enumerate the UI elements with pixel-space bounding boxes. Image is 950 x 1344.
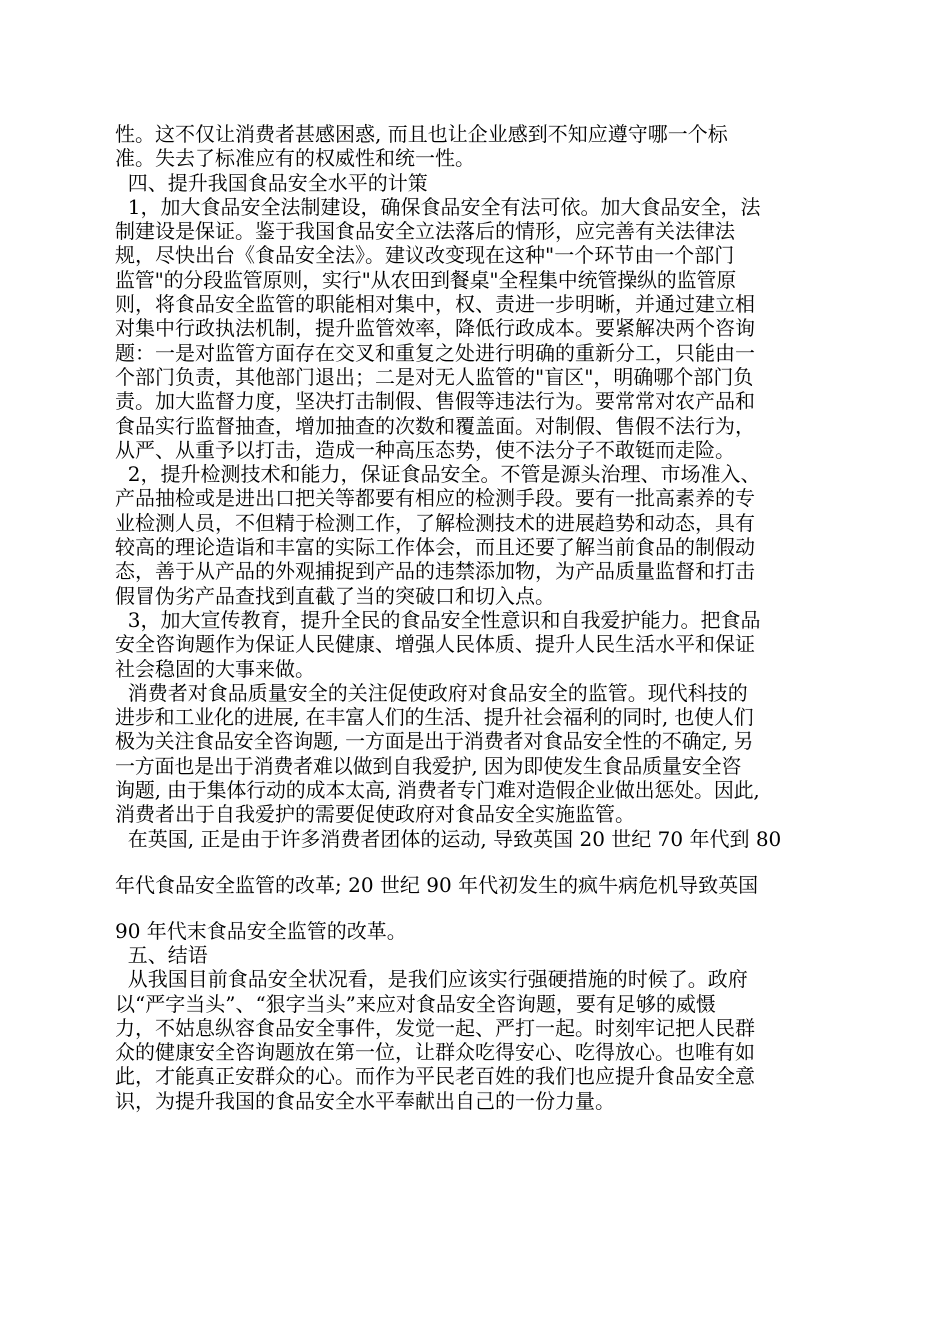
text-line: 较高的理论造诣和丰富的实际工作体会，而且还要了解当前食品的制假动 [115, 535, 755, 560]
text-line: 个部门负责，其他部门退出；二是对无人监管的"盲区"，明确哪个部门负 [115, 364, 754, 389]
text-line: 消费者对食品质量安全的关注促使政府对食品安全的监管。现代科技的 [115, 680, 748, 705]
text-line: 食品实行监督抽查，增加抽查的次数和覆盖面。对制假、售假不法行为， [115, 413, 755, 438]
text-line: 业检测人员，不但精于检测工作，了解检测技术的进展趋势和动态，具有 [115, 510, 755, 535]
text-line: 责。加大监督力度，坚决打击制假、售假等违法行为。要常常对农产品和 [115, 389, 755, 414]
text-line: 监管"的分段监管原则，实行"从农田到餐桌"全程集中统管操纵的监管原 [115, 267, 736, 292]
text-line: 制建设是保证。鉴于我国食品安全立法落后的情形，应完善有关法律法 [115, 219, 735, 244]
text-line: 性。这不仅让消费者甚感困惑, 而且也让企业感到不知应遵守哪一个标 [115, 122, 728, 146]
section-heading: 四、提升我国食品安全水平的计策 [115, 170, 428, 195]
text-line: 态，善于从产品的外观捕捉到产品的违禁添加物，为产品质量监督和打击 [115, 559, 755, 584]
text-line: 1，加大食品安全法制建设，确保食品安全有法可依。加大食品安全，法 [115, 194, 761, 219]
text-line: 在英国, 正是由于许多消费者团体的运动, 导致英国 20 世纪 70 年代到 80 [115, 826, 782, 851]
text-line: 从我国目前食品安全状况看，是我们应该实行强硬措施的时候了。政府 [115, 967, 748, 992]
text-line: 力，不姑息纵容食品安全事件，发觉一起、严打一起。时刻牢记把人民群 [115, 1015, 755, 1040]
text-line: 规，尽快出台《食品安全法》。建议改变现在这种"一个环节由一个部门 [115, 243, 735, 268]
text-line: 则，将食品安全监管的职能相对集中，权、责进一步明晰，并通过建立相 [115, 292, 755, 317]
text-line: 消费者出于自我爱护的需要促使政府对食品安全实施监管。 [115, 802, 635, 827]
text-line: 以“严字当头”、“狠字当头”来应对食品安全咨询题，要有足够的威慑 [115, 991, 716, 1016]
text-line: 众的健康安全咨询题放在第一位，让群众吃得安心、吃得放心。也唯有如 [115, 1040, 755, 1065]
text-line: 假冒伪劣产品查找到直截了当的突破口和切入点。 [115, 583, 555, 608]
text-line: 从严、从重予以打击，造成一种高压态势，使不法分子不敢铤而走险。 [115, 437, 735, 462]
text-line: 题：一是对监管方面存在交叉和重复之处进行明确的重新分工，只能由一 [115, 340, 755, 365]
text-line: 社会稳固的大事来做。 [115, 656, 315, 681]
text-line: 年代食品安全监管的改革; 20 世纪 90 年代初发生的疯牛病危机导致英国 [115, 872, 759, 897]
text-line: 一方面也是出于消费者难以做到自我爱护, 因为即使发生食品质量安全咨 [115, 753, 742, 778]
text-line: 此，才能真正安群众的心。而作为平民老百姓的我们也应提升食品安全意 [115, 1064, 755, 1089]
text-line: 2，提升检测技术和能力，保证食品安全。不管是源头治理、市场准入、 [115, 462, 761, 487]
text-line: 进步和工业化的进展, 在丰富人们的生活、提升社会福利的同时, 也使人们 [115, 705, 754, 730]
text-line: 识，为提升我国的食品安全水平奉献出自己的一份力量。 [115, 1088, 615, 1113]
text-line: 安全咨询题作为保证人民健康、增强人民体质、提升人民生活水平和保证 [115, 632, 755, 657]
text-line: 对集中行政执法机制，提升监管效率，降低行政成本。要紧解决两个咨询 [115, 316, 755, 341]
text-line: 极为关注食品安全咨询题, 一方面是出于消费者对食品安全性的不确定, 另 [115, 729, 754, 754]
text-line: 3，加大宣传教育，提升全民的食品安全性意识和自我爱护能力。把食品 [115, 607, 761, 632]
document-body [115, 122, 835, 1113]
text-line: 90 年代末食品安全监管的改革。 [115, 918, 407, 943]
text-line: 询题, 由于集体行动的成本太高, 消费者专门难对造假企业做出惩处。因此, [115, 778, 760, 803]
text-line: 准。失去了标准应有的权威性和统一性。 [115, 146, 475, 171]
section-heading: 五、结语 [115, 942, 208, 967]
text-line: 产品抽检或是进出口把关等都要有相应的检测手段。要有一批高素养的专 [115, 486, 755, 511]
